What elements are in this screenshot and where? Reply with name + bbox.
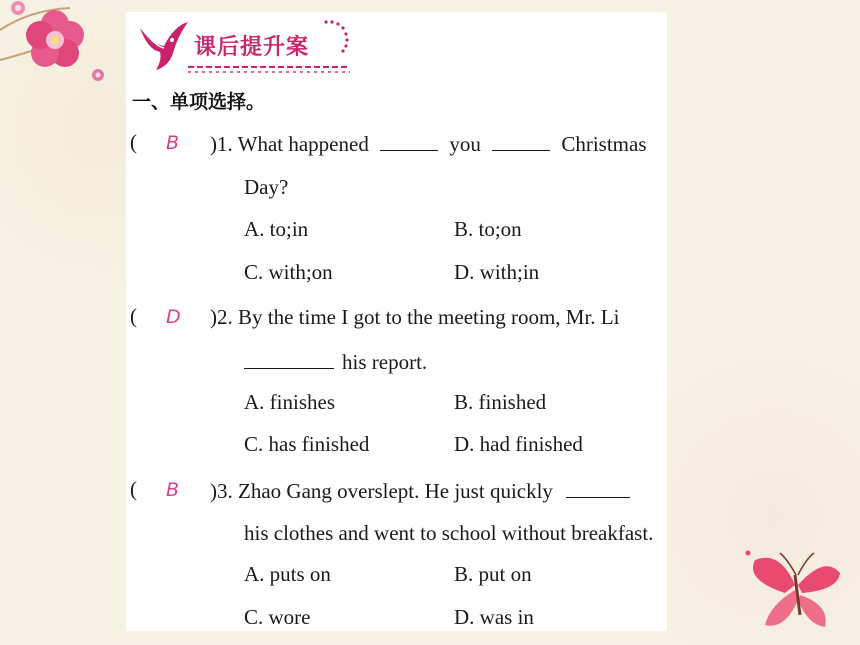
option-a: A. puts on	[244, 562, 331, 586]
stem-continuation: Day?	[244, 175, 289, 199]
answer-paren-close: )	[210, 305, 217, 329]
answer-mark: B	[166, 479, 180, 501]
answer-paren-open: (	[130, 130, 137, 154]
question-number: 3.	[217, 479, 233, 503]
option-d: D. with;in	[454, 260, 540, 284]
section-header	[134, 16, 354, 80]
dots-decoration-icon	[320, 18, 360, 58]
option-d: D. was in	[454, 605, 534, 629]
butterfly-decoration-icon	[740, 545, 850, 635]
answer-paren-open: (	[130, 304, 137, 328]
swallow-bird-icon	[134, 20, 192, 74]
option-c: C. has finished	[244, 432, 370, 456]
exercise-panel	[126, 12, 667, 631]
question-stem	[210, 130, 647, 157]
stem-continuation	[244, 348, 427, 375]
option-c: C. with;on	[244, 260, 333, 284]
answer-blank	[492, 130, 550, 151]
header-underline	[188, 66, 350, 68]
option-d: D. had finished	[454, 432, 583, 456]
answer-paren-close: )	[210, 132, 217, 156]
stem-text: Christmas	[561, 132, 647, 156]
answer-blank	[244, 348, 334, 369]
stem-text: Zhao Gang overslept. He just quickly	[238, 479, 553, 503]
stem-text: his report.	[342, 350, 428, 374]
answer-paren-close: )	[210, 479, 217, 503]
header-underline-secondary	[188, 71, 350, 73]
answer-mark: B	[166, 132, 180, 154]
stem-text: By the time I got to the meeting room, Mr. Li	[238, 305, 620, 329]
option-a: A. finishes	[244, 390, 335, 414]
option-b: B. finished	[454, 390, 547, 414]
section-title: 一、单项选择。	[132, 91, 266, 113]
stem-text: you	[449, 132, 481, 156]
flower-decoration-icon	[0, 0, 125, 110]
question-stem	[210, 304, 619, 330]
answer-paren-open: (	[130, 477, 137, 501]
option-a: A. to;in	[244, 217, 309, 241]
option-b: B. put on	[454, 562, 532, 586]
question-number: 2.	[217, 305, 233, 329]
answer-blank	[380, 130, 438, 151]
header-title: 课后提升案	[194, 35, 310, 60]
stem-continuation: his clothes and went to school without breakfast.	[244, 521, 654, 545]
answer-mark: D	[166, 306, 181, 328]
stem-text: What happened	[237, 132, 369, 156]
question-number: 1.	[217, 132, 233, 156]
option-c: C. wore	[244, 605, 311, 629]
answer-blank	[566, 477, 630, 498]
option-b: B. to;on	[454, 217, 522, 241]
question-stem	[210, 477, 630, 504]
